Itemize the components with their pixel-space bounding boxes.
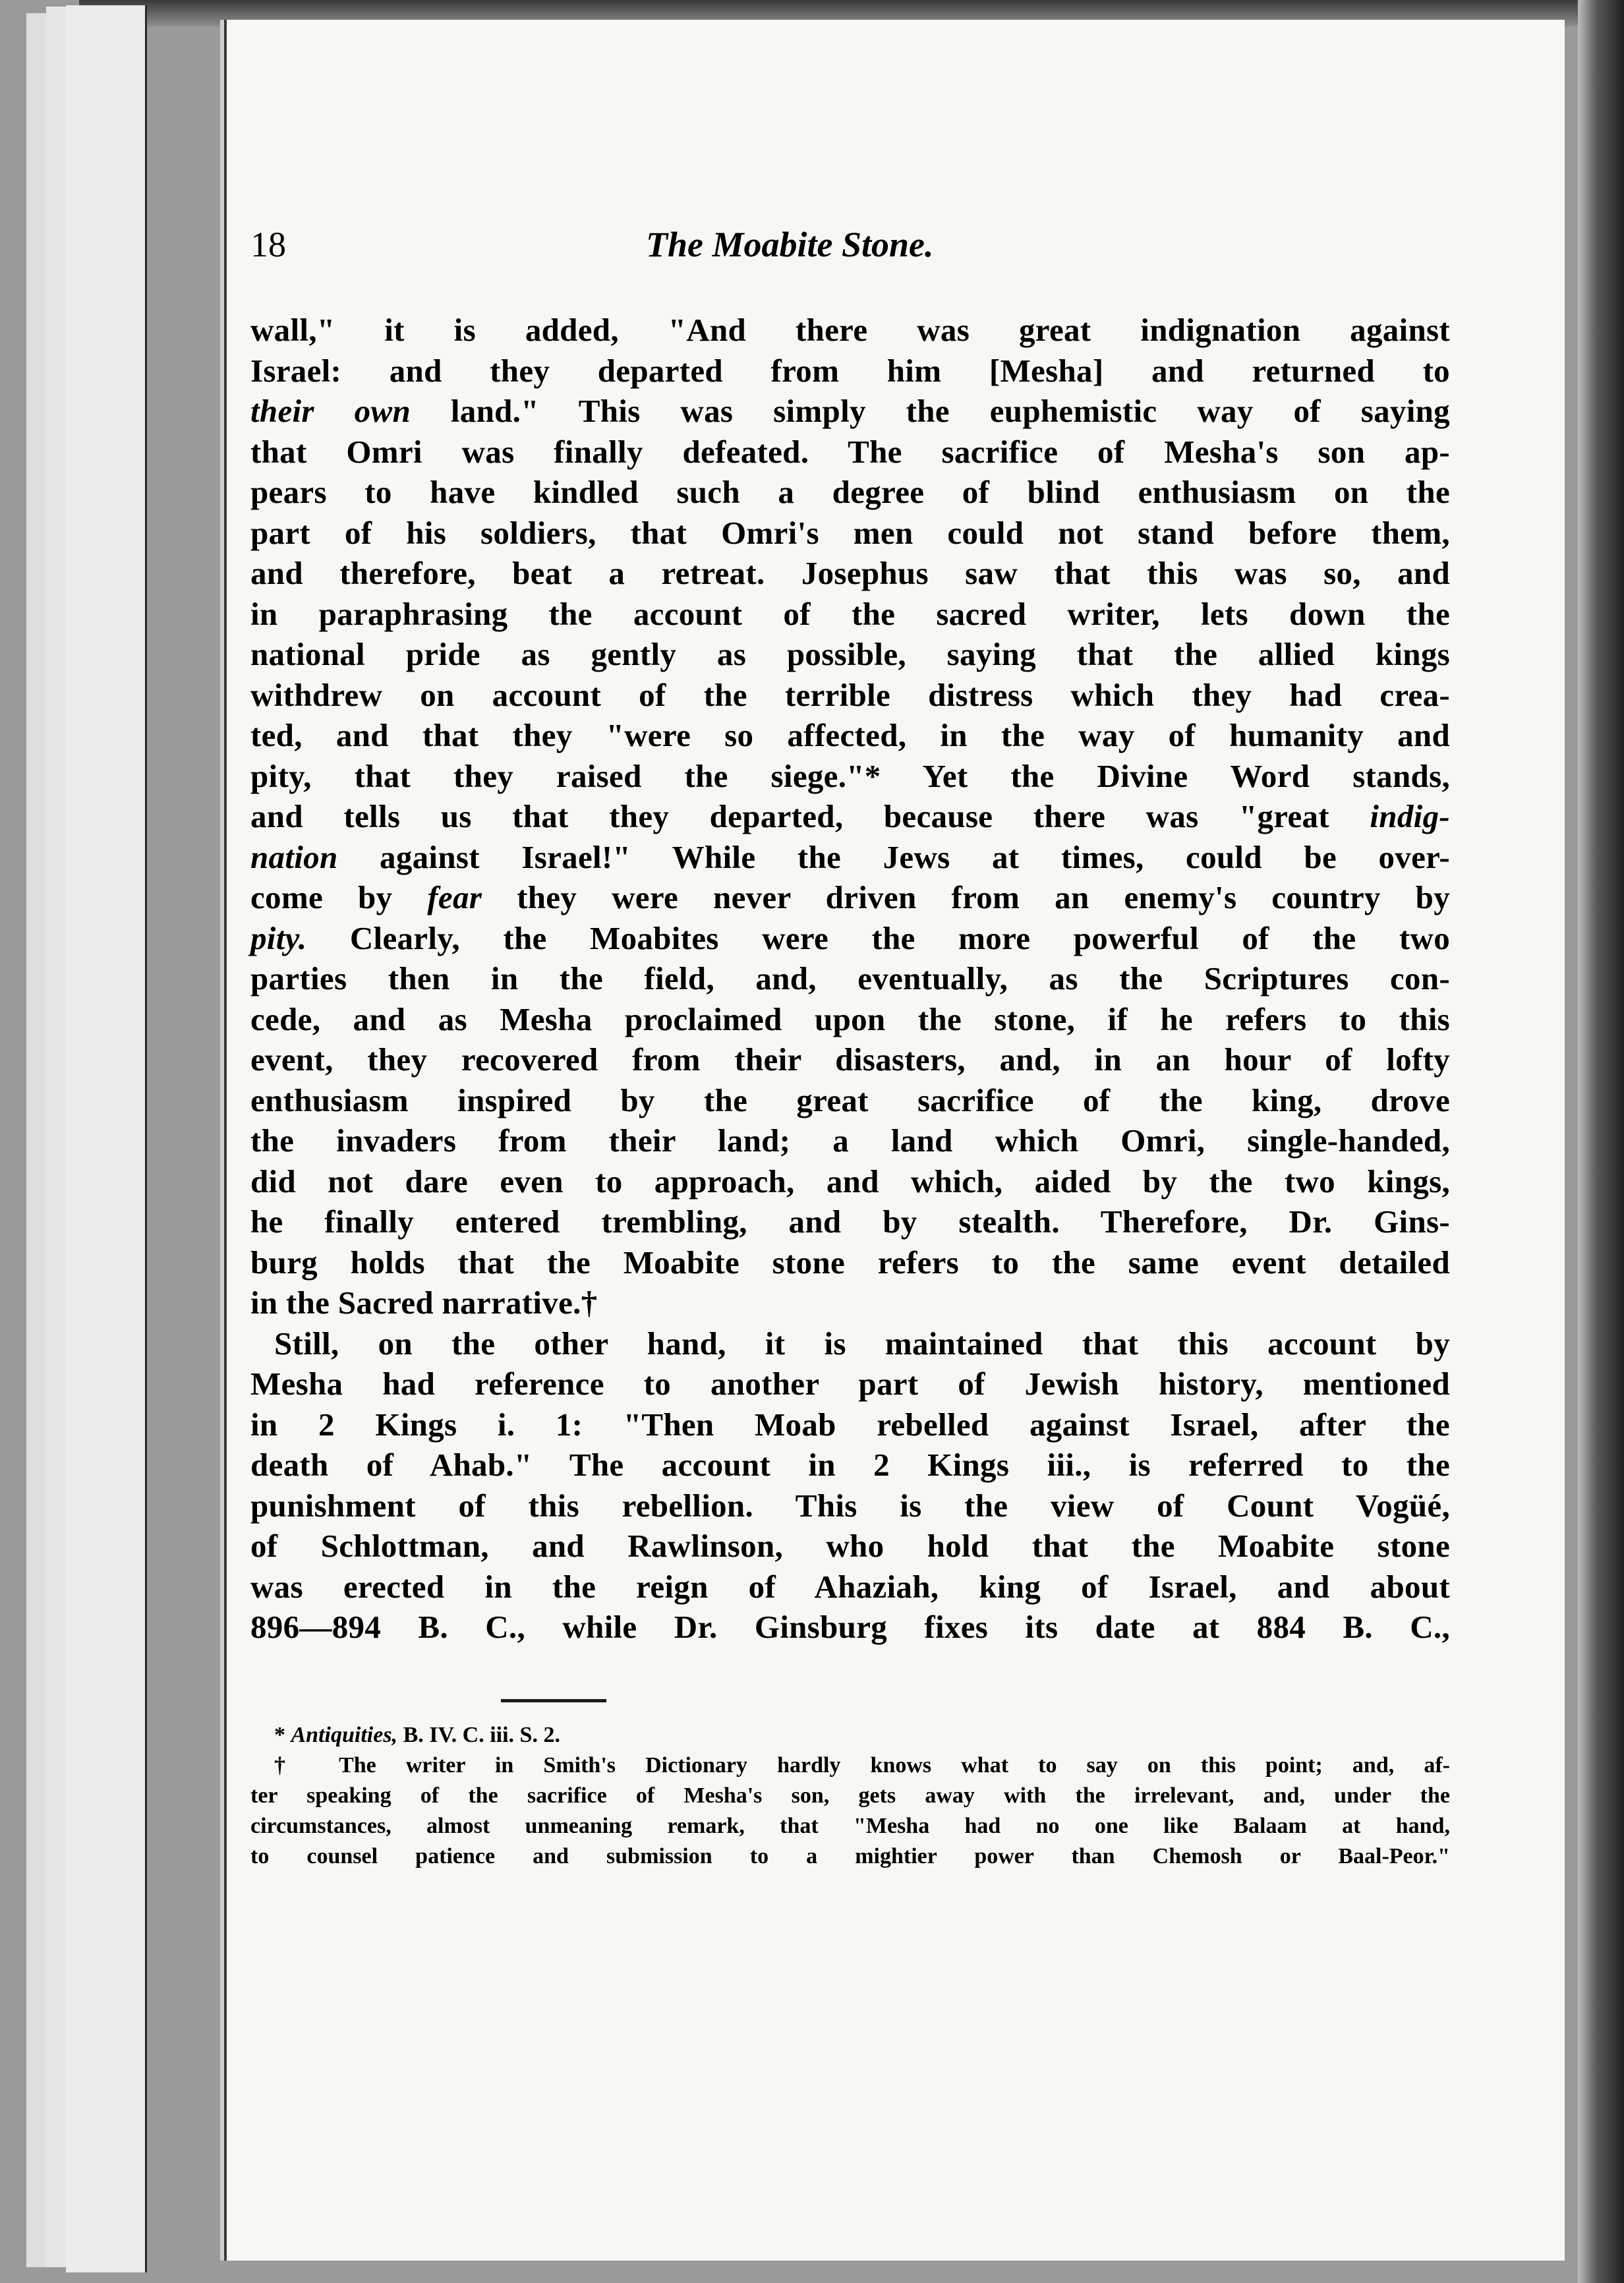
text-line: in the Sacred narrative.† xyxy=(250,1285,598,1321)
text-line: pears to have kindled such a degree of blind enthusiasm on the xyxy=(250,474,1450,510)
text-line: ted, and that they "were so affected, in the way of humanity and xyxy=(250,717,1450,753)
text-line: part of his soldiers, that Omri's men could not stand before them, xyxy=(250,514,1450,551)
text-line: pity, that they raised the siege."* Yet the Divine Word stands, xyxy=(250,757,1450,794)
text-line: their own land." This was simply the euphemistic way of saying xyxy=(250,393,1450,429)
footnotes xyxy=(250,1720,1450,1872)
text-line: death of Ahab." The account in 2 Kings iii., is referred to the xyxy=(250,1447,1450,1483)
text-line: that Omri was finally defeated. The sacrifice of Mesha's son ap- xyxy=(250,433,1450,470)
text-line: Mesha had reference to another part of Jewish history, mentioned xyxy=(250,1366,1450,1402)
text-line: in 2 Kings i. 1: "Then Moab rebelled against Israel, after the xyxy=(250,1406,1450,1443)
text-line: in paraphrasing the account of the sacred writer, lets down the xyxy=(250,595,1450,632)
text-line: 896—894 B. C., while Dr. Ginsburg fixes its date at 884 B. C., xyxy=(250,1609,1450,1645)
text-line: punishment of this rebellion. This is the view of Count Vogüé, xyxy=(250,1487,1450,1524)
footnote-2-line: circumstances, almost unmeaning remark, that "Mesha had no one like Balaam at hand, xyxy=(250,1814,1450,1838)
text-line: and tells us that they departed, because there was "great indig- xyxy=(250,798,1450,834)
footnote-2-line: † The writer in Smith's Dictionary hardly knows what to say on this point; and, af- xyxy=(274,1753,1450,1777)
text-line: the invaders from their land; a land which Omri, single-handed, xyxy=(250,1122,1450,1159)
footnote-rule xyxy=(501,1699,606,1702)
text-line: come by fear they were never driven from an enemy's country by xyxy=(250,879,1451,915)
body-text xyxy=(250,310,1450,1648)
text-line: Israel: and they departed from him [Mesha] and returned to xyxy=(250,352,1450,389)
text-line: wall," it is added, "And there was great indignation against xyxy=(250,312,1450,348)
page-edge xyxy=(66,5,147,2272)
running-title: The Moabite Stone. xyxy=(646,225,934,264)
text-line: national pride as gently as possible, saying that the allied kings xyxy=(250,636,1450,672)
text-line: did not dare even to approach, and which, aided by the two kings, xyxy=(250,1163,1450,1199)
page-header xyxy=(250,224,1140,277)
text-line: event, they recovered from their disasters, and, in an hour of lofty xyxy=(250,1041,1450,1078)
text-line: parties then in the field, and, eventually, as the Scriptures con- xyxy=(250,960,1450,997)
footnote-2-line: ter speaking of the sacrifice of Mesha's son, gets away with the irrelevant, and, under the xyxy=(250,1783,1450,1808)
text-line: nation against Israel!" While the Jews at times, could be over- xyxy=(250,838,1450,875)
page-number: 18 xyxy=(250,225,286,264)
text-line: enthusiasm inspired by the great sacrifice of the king, drove xyxy=(250,1082,1450,1118)
text-line: burg holds that the Moabite stone refers to the same event detailed xyxy=(250,1244,1450,1281)
text-line: pity. Clearly, the Moabites were the more powerful of the two xyxy=(250,919,1450,956)
text-line: cede, and as Mesha proclaimed upon the stone, if he refers to this xyxy=(250,1000,1450,1037)
text-line: and therefore, beat a retreat. Josephus saw that this was so, and xyxy=(250,555,1450,591)
scan-right-shadow xyxy=(1578,0,1624,2283)
footnote-1: * Antiquities, B. IV. C. iii. S. 2. xyxy=(274,1723,560,1747)
text-line: of Schlottman, and Rawlinson, who hold that the Moabite stone xyxy=(250,1528,1450,1564)
text-line: Still, on the other hand, it is maintained that this account by xyxy=(274,1325,1450,1362)
footnote-2-line: to counsel patience and submission to a mightier power than Chemosh or Baal-Peor." xyxy=(250,1844,1450,1868)
text-line: was erected in the reign of Ahaziah, king of Israel, and about xyxy=(250,1568,1450,1605)
text-line: withdrew on account of the terrible distress which they had crea- xyxy=(250,676,1450,713)
text-line: he finally entered trembling, and by stealth. Therefore, Dr. Gins- xyxy=(250,1203,1450,1240)
